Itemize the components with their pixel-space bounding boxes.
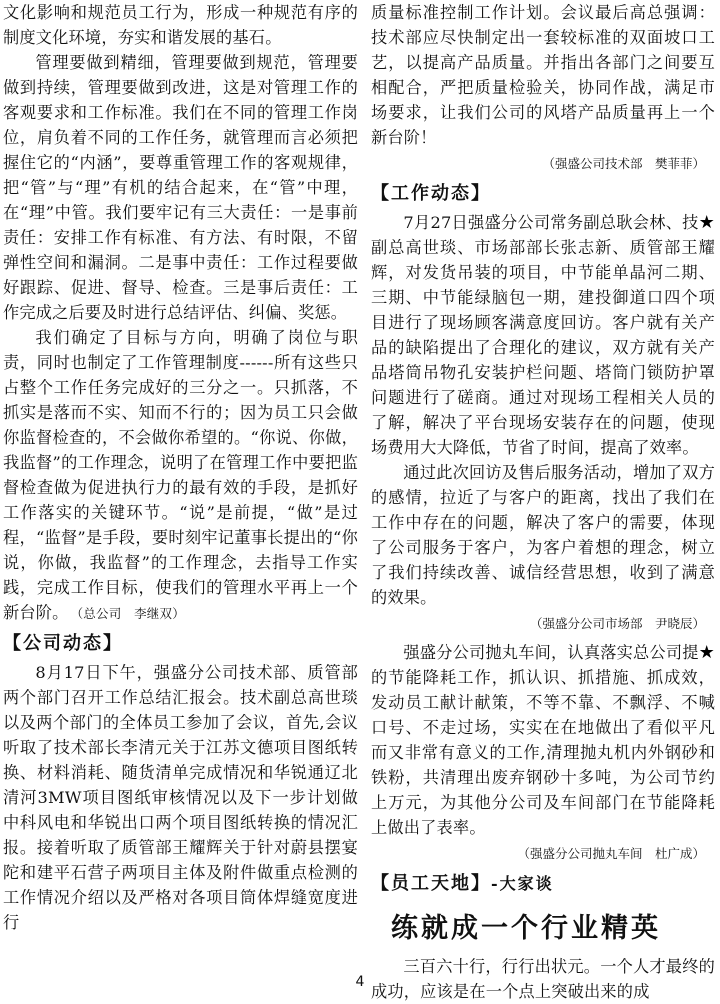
byline: （强盛分公司抛丸车间 杜广成） — [517, 846, 705, 861]
paragraph: 管理要做到精细，管理要做到规范，管理要做到持续，管理要做到改进，这是对管理工作的客观要求和工作标准。我们在不同的管理工作岗位，肩负着不同的工作任务，就管理而言必须把握住它的“内涵”，要尊重管理工作的客观规律，把“管”与“理”有机的结合起来，在“管”中理，在“理”中管。我们要牢记有三大责任：一是事前责任：安排工作有标准、有方法、有时限，不留弹性空间和漏洞。二是事中责任：工作过程要做好跟踪、促进、督导、检查。三是事后责任：工作完成之后要及时进行总结评估、纠偏、奖惩。 — [3, 53, 358, 322]
paragraph-text: 我们确定了目标与方向，明确了岗位与职责，同时也制定了工作管理制度------所有这些只占整个工作任务完成好的三分之一。只抓落，不抓实是落而不实、知而不行的；因为员工只会做你监督检查的，不会做你希望的。“你说、你做，我监督”的工作理念，说明了在管理工作中要把监督检查做为促进执行力的最有效的手段，是抓好工作落实的关键环节。“说”是前提，“做”是过程，“监督”是手段，要时刻牢记董事长提出的“你说，你做，我监督”的工作理念，去指导工作实践，完成工作目标，使我们的管理水平再上一个新台阶。 — [3, 328, 358, 622]
paragraph — [371, 640, 715, 840]
section-subheading: -大家谈 — [491, 874, 554, 893]
paragraph-text: 强盛分公司抛丸车间，认真落实总公司提 — [403, 643, 699, 662]
paragraph-text: 7月27日强盛分公司常务副总耿会林、技 — [403, 213, 699, 232]
byline: （强盛公司技术部 樊菲菲） — [542, 156, 705, 171]
article-title: 练就成一个行业精英 — [391, 913, 661, 944]
star-icon: ★ — [698, 642, 715, 663]
right-column — [371, 0, 715, 1004]
paragraph: 通过此次回访及售后服务活动，增加了双方的感情，拉近了与客户的距离，找出了我们在工作中存在的问题，解决了客户的需要，体现了公司服务于客户，为客户着想的理念，树立了我们持续改善、诚信经营思想，收到了满意的效果。 — [371, 463, 715, 607]
paragraph-text: 的节能降耗工作，抓认识、抓措施、抓成效，发动员工献计献策，不等不靠、不飘浮、不喊口号、不走过场，实实在在地做出了看似平凡而又非常有意义的工作,清理抛丸机内外钢砂和铁粉，共清理出废弃钢砂十多吨，为公司节约上万元，为其他分公司及车间部门在节能降耗上做出了表率。 — [371, 668, 715, 837]
section-heading-company-news: 【公司动态】 — [3, 633, 123, 654]
section-heading-staff-corner: 【员工天地】-大家谈 — [371, 873, 554, 894]
left-column — [3, 0, 358, 935]
paragraph: 文化影响和规范员工行为，形成一种规范有序的制度文化环境，夯实和谐发展的基石。 — [3, 3, 358, 47]
star-icon: ★ — [698, 212, 715, 233]
signature: （总公司 李继双） — [76, 606, 185, 621]
section-heading-text: 员工天地 — [391, 873, 471, 894]
paragraph — [371, 210, 715, 460]
paragraph — [3, 325, 358, 626]
paragraph: 三百六十行，行行出状元。一个人才最终的成功，应该是在一个点上突破出来的成 — [371, 957, 715, 1001]
byline: （强盛分公司市场部 尹晓辰） — [529, 616, 705, 631]
page-number: 4 — [355, 974, 365, 990]
section-heading-text: 工作动态 — [391, 183, 471, 204]
section-heading-text: 公司动态 — [23, 633, 103, 654]
section-heading-work-news: 【工作动态】 — [371, 183, 491, 204]
paragraph: 质量标准控制工作计划。会议最后高总强调：技术部应尽快制定出一套较标准的双面坡口工艺，以提高产品质量。并指出各部门之间要互相配合，严把质量检验关，协同作战，满足市场要求，让我们公司的风塔产品质量再上一个新台阶！ — [371, 3, 715, 147]
paragraph: 8月17日下午，强盛分公司技术部、质管部两个部门召开工作总结汇报会。技术副总高世琰以及两个部门的全体员工参加了会议，首先,会议听取了技术部长李清元关于江苏文德项目图纸转换、材料消耗、随货清单完成情况和华锐通辽北清河3MW项目图纸审核情况以及下一步计划做中科风电和华锐出口两个项目图纸转换的情况汇报。接着听取了质管部王耀辉关于针对蔚县摆宴陀和建平石营子两项目主体及附件做重点检测的工作情况介绍以及严格对各项目筒体焊缝宽度进行 — [3, 663, 358, 932]
paragraph-text: 副总高世琰、市场部部长张志新、质管部王耀辉，对发货吊装的项目，中节能单晶河二期、三期、中节能绿脑包一期，建投御道口四个项目进行了现场顾客满意度回访。客户就有关产品的缺陷提出了合理化的建议，双方就有关产品塔筒吊物孔安装护栏问题、塔筒门锁防护罩问题进行了磋商。通过对现场工程相关人员的了解，解决了平台现场安装存在的问题，使现场费用大大降低，节省了时间，提高了效率。 — [371, 238, 715, 457]
